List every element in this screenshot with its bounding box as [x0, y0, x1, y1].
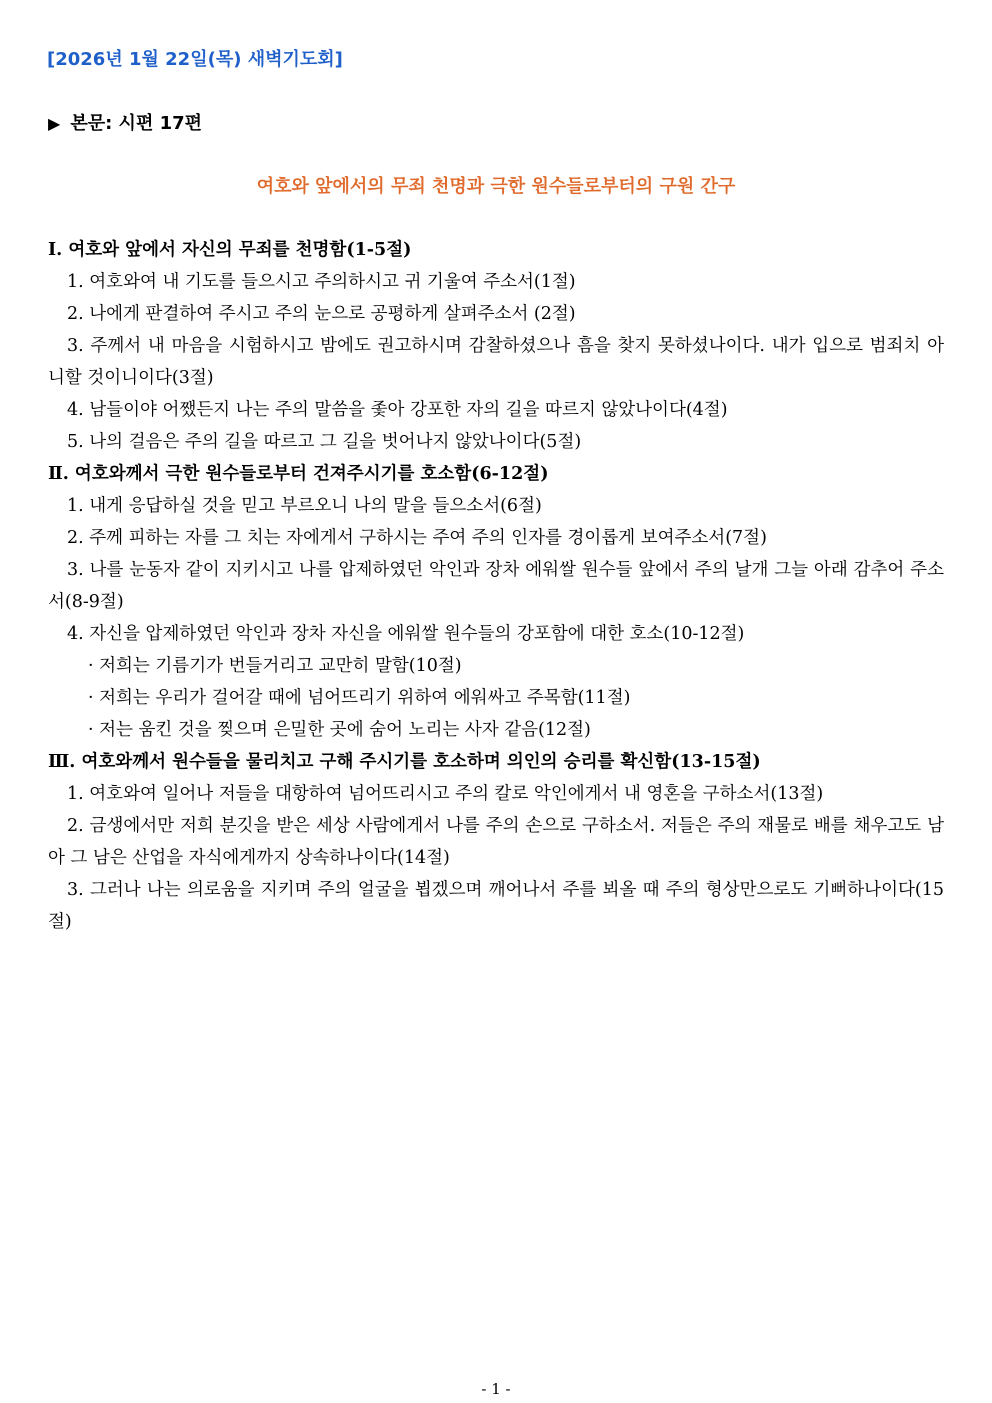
outline-item: 3. 그러나 나는 의로움을 지키며 주의 얼굴을 뵙겠으며 깨어나서 주를 뵈올 때 주의 형상만으로도 기뻐하나이다(15절) — [48, 880, 944, 932]
triangle-marker-icon: ▶ — [48, 114, 61, 133]
outline-subitem: · 저는 움킨 것을 찢으며 은밀한 곳에 숨어 노리는 사자 같음(12절) — [88, 720, 591, 740]
section-heading: Ⅲ. 여호와께서 원수들을 물리치고 구해 주시기를 호소하며 의인의 승리를 확신함(13-15절) — [48, 752, 761, 772]
scripture-reference-text: 본문: 시편 17편 — [70, 113, 203, 134]
sermon-title: 여호와 앞에서의 무죄 천명과 극한 원수들로부터의 구원 간구 — [256, 176, 736, 197]
outline-item: 4. 자신을 압제하였던 악인과 장차 자신을 에워쌀 원수들의 강포함에 대한 호소(10-12절) — [67, 624, 745, 644]
section-heading: Ⅰ. 여호와 앞에서 자신의 무죄를 천명함(1-5절) — [48, 240, 412, 260]
outline-item: 1. 내게 응답하실 것을 믿고 부르오니 나의 말을 들으소서(6절) — [67, 496, 542, 516]
outline-item: 4. 남들이야 어쨌든지 나는 주의 말씀을 좇아 강포한 자의 길을 따르지 않았나이다(4절) — [67, 400, 728, 420]
outline-item: 2. 금생에서만 저희 분깃을 받은 세상 사람에게서 나를 주의 손으로 구하소서. 저들은 주의 재물로 배를 채우고도 남아 그 남은 산업을 자식에게까지 상속하나이다(14절) — [48, 816, 944, 868]
page-number: - 1 - — [481, 1380, 511, 1398]
outline-item: 1. 여호와여 일어나 저들을 대항하여 넘어뜨리시고 주의 칼로 악인에게서 내 영혼을 구하소서(13절) — [67, 784, 824, 804]
sermon-outline — [48, 234, 944, 938]
outline-item: 1. 여호와여 내 기도를 들으시고 주의하시고 귀 기울여 주소서(1절) — [67, 272, 576, 292]
scripture-reference — [48, 109, 202, 135]
outline-item: 2. 나에게 판결하여 주시고 주의 눈으로 공평하게 살펴주소서 (2절) — [67, 304, 576, 324]
outline-item: 2. 주께 피하는 자를 그 치는 자에게서 구하시는 주여 주의 인자를 경이롭게 보여주소서(7절) — [67, 528, 767, 548]
outline-item: 3. 주께서 내 마음을 시험하시고 밤에도 권고하시며 감찰하셨으나 흠을 찾지 못하셨나이다. 내가 입으로 범죄치 아니할 것이니이다(3절) — [48, 336, 944, 388]
section-heading: Ⅱ. 여호와께서 극한 원수들로부터 건져주시기를 호소함(6-12절) — [48, 464, 549, 484]
date-title: [2026년 1월 22일(목) 새벽기도회] — [47, 49, 343, 70]
outline-item: 3. 나를 눈동자 같이 지키시고 나를 압제하였던 악인과 장차 에워쌀 원수들 앞에서 주의 날개 그늘 아래 감추어 주소서(8-9절) — [48, 560, 944, 612]
outline-subitem: · 저희는 기름기가 번들거리고 교만히 말함(10절) — [88, 656, 462, 676]
outline-item: 5. 나의 걸음은 주의 길을 따르고 그 길을 벗어나지 않았나이다(5절) — [67, 432, 582, 452]
outline-subitem: · 저희는 우리가 걸어갈 때에 넘어뜨리기 위하여 에워싸고 주목함(11절) — [88, 688, 631, 708]
